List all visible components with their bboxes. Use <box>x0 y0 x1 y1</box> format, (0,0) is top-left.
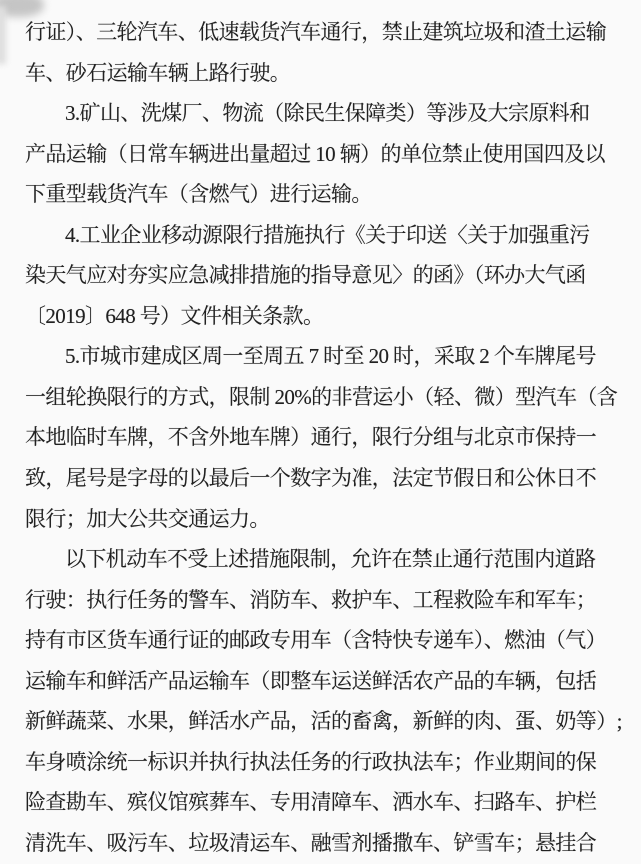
text-line: 产品运输（日常车辆进出量超过 10 辆）的单位禁止使用国四及以 <box>25 141 605 166</box>
text-line: 致，尾号是字母的以最后一个数字为准，法定节假日和公休日不 <box>25 466 597 491</box>
text-line: 运输车和鲜活产品运输车（即整车运送鲜活农产品的车辆，包括 <box>25 668 597 693</box>
text-line: 以下机动车不受上述措施限制，允许在禁止通行范围内道路 <box>65 547 596 572</box>
text-line: 行驶：执行任务的警车、消防车、救护车、工程救险车和军车； <box>25 587 597 612</box>
text-line: 本地临时车牌，不含外地车牌）通行，限行分组与北京市保持一 <box>25 425 597 450</box>
text-line: 持有市区货车通行证的邮政专用车（含特快专递车）、燃油（气） <box>25 628 607 653</box>
text-line: 〔2019〕648 号）文件相关条款。 <box>25 303 324 328</box>
text-line: 3.矿山、洗煤厂、物流（除民生保障类）等涉及大宗原料和 <box>65 101 590 126</box>
text-line: 下重型载货汽车（含燃气）进行运输。 <box>25 182 372 207</box>
text-line: 4.工业企业移动源限行措施执行《关于印送〈关于加强重污 <box>65 222 590 247</box>
text-line: 清洗车、吸污车、垃圾清运车、融雪剂播撒车、铲雪车；悬挂合 <box>25 830 597 855</box>
document-text-block <box>25 12 622 863</box>
text-line: 行证）、三轮汽车、低速载货汽车通行，禁止建筑垃圾和渣土运输 <box>25 20 607 44</box>
text-line: 车身喷涂统一标识并执行执法任务的行政执法车；作业期间的保 <box>25 749 597 774</box>
scan-smudge-edge <box>0 6 6 64</box>
text-line: 限行；加大公共交通运力。 <box>25 506 270 531</box>
text-line: 险查勘车、殡仪馆殡葬车、专用清障车、洒水车、扫路车、护栏 <box>25 790 597 815</box>
text-line: 染天气应对夯实应急减排措施的指导意见〉的函》（环办大气函 <box>25 263 586 288</box>
text-line: 一组轮换限行的方式，限制 20%的非营运小（轻、微）型汽车（含 <box>25 384 618 409</box>
text-line: 5.市城市建成区周一至周五 7 时至 20 时，采取 2 个车牌尾号 <box>65 344 596 369</box>
text-line: 新鲜蔬菜、水果，鲜活水产品，活的畜禽，新鲜的肉、蛋、奶等）; <box>25 709 622 734</box>
text-line: 车、砂石运输车辆上路行驶。 <box>25 60 291 85</box>
